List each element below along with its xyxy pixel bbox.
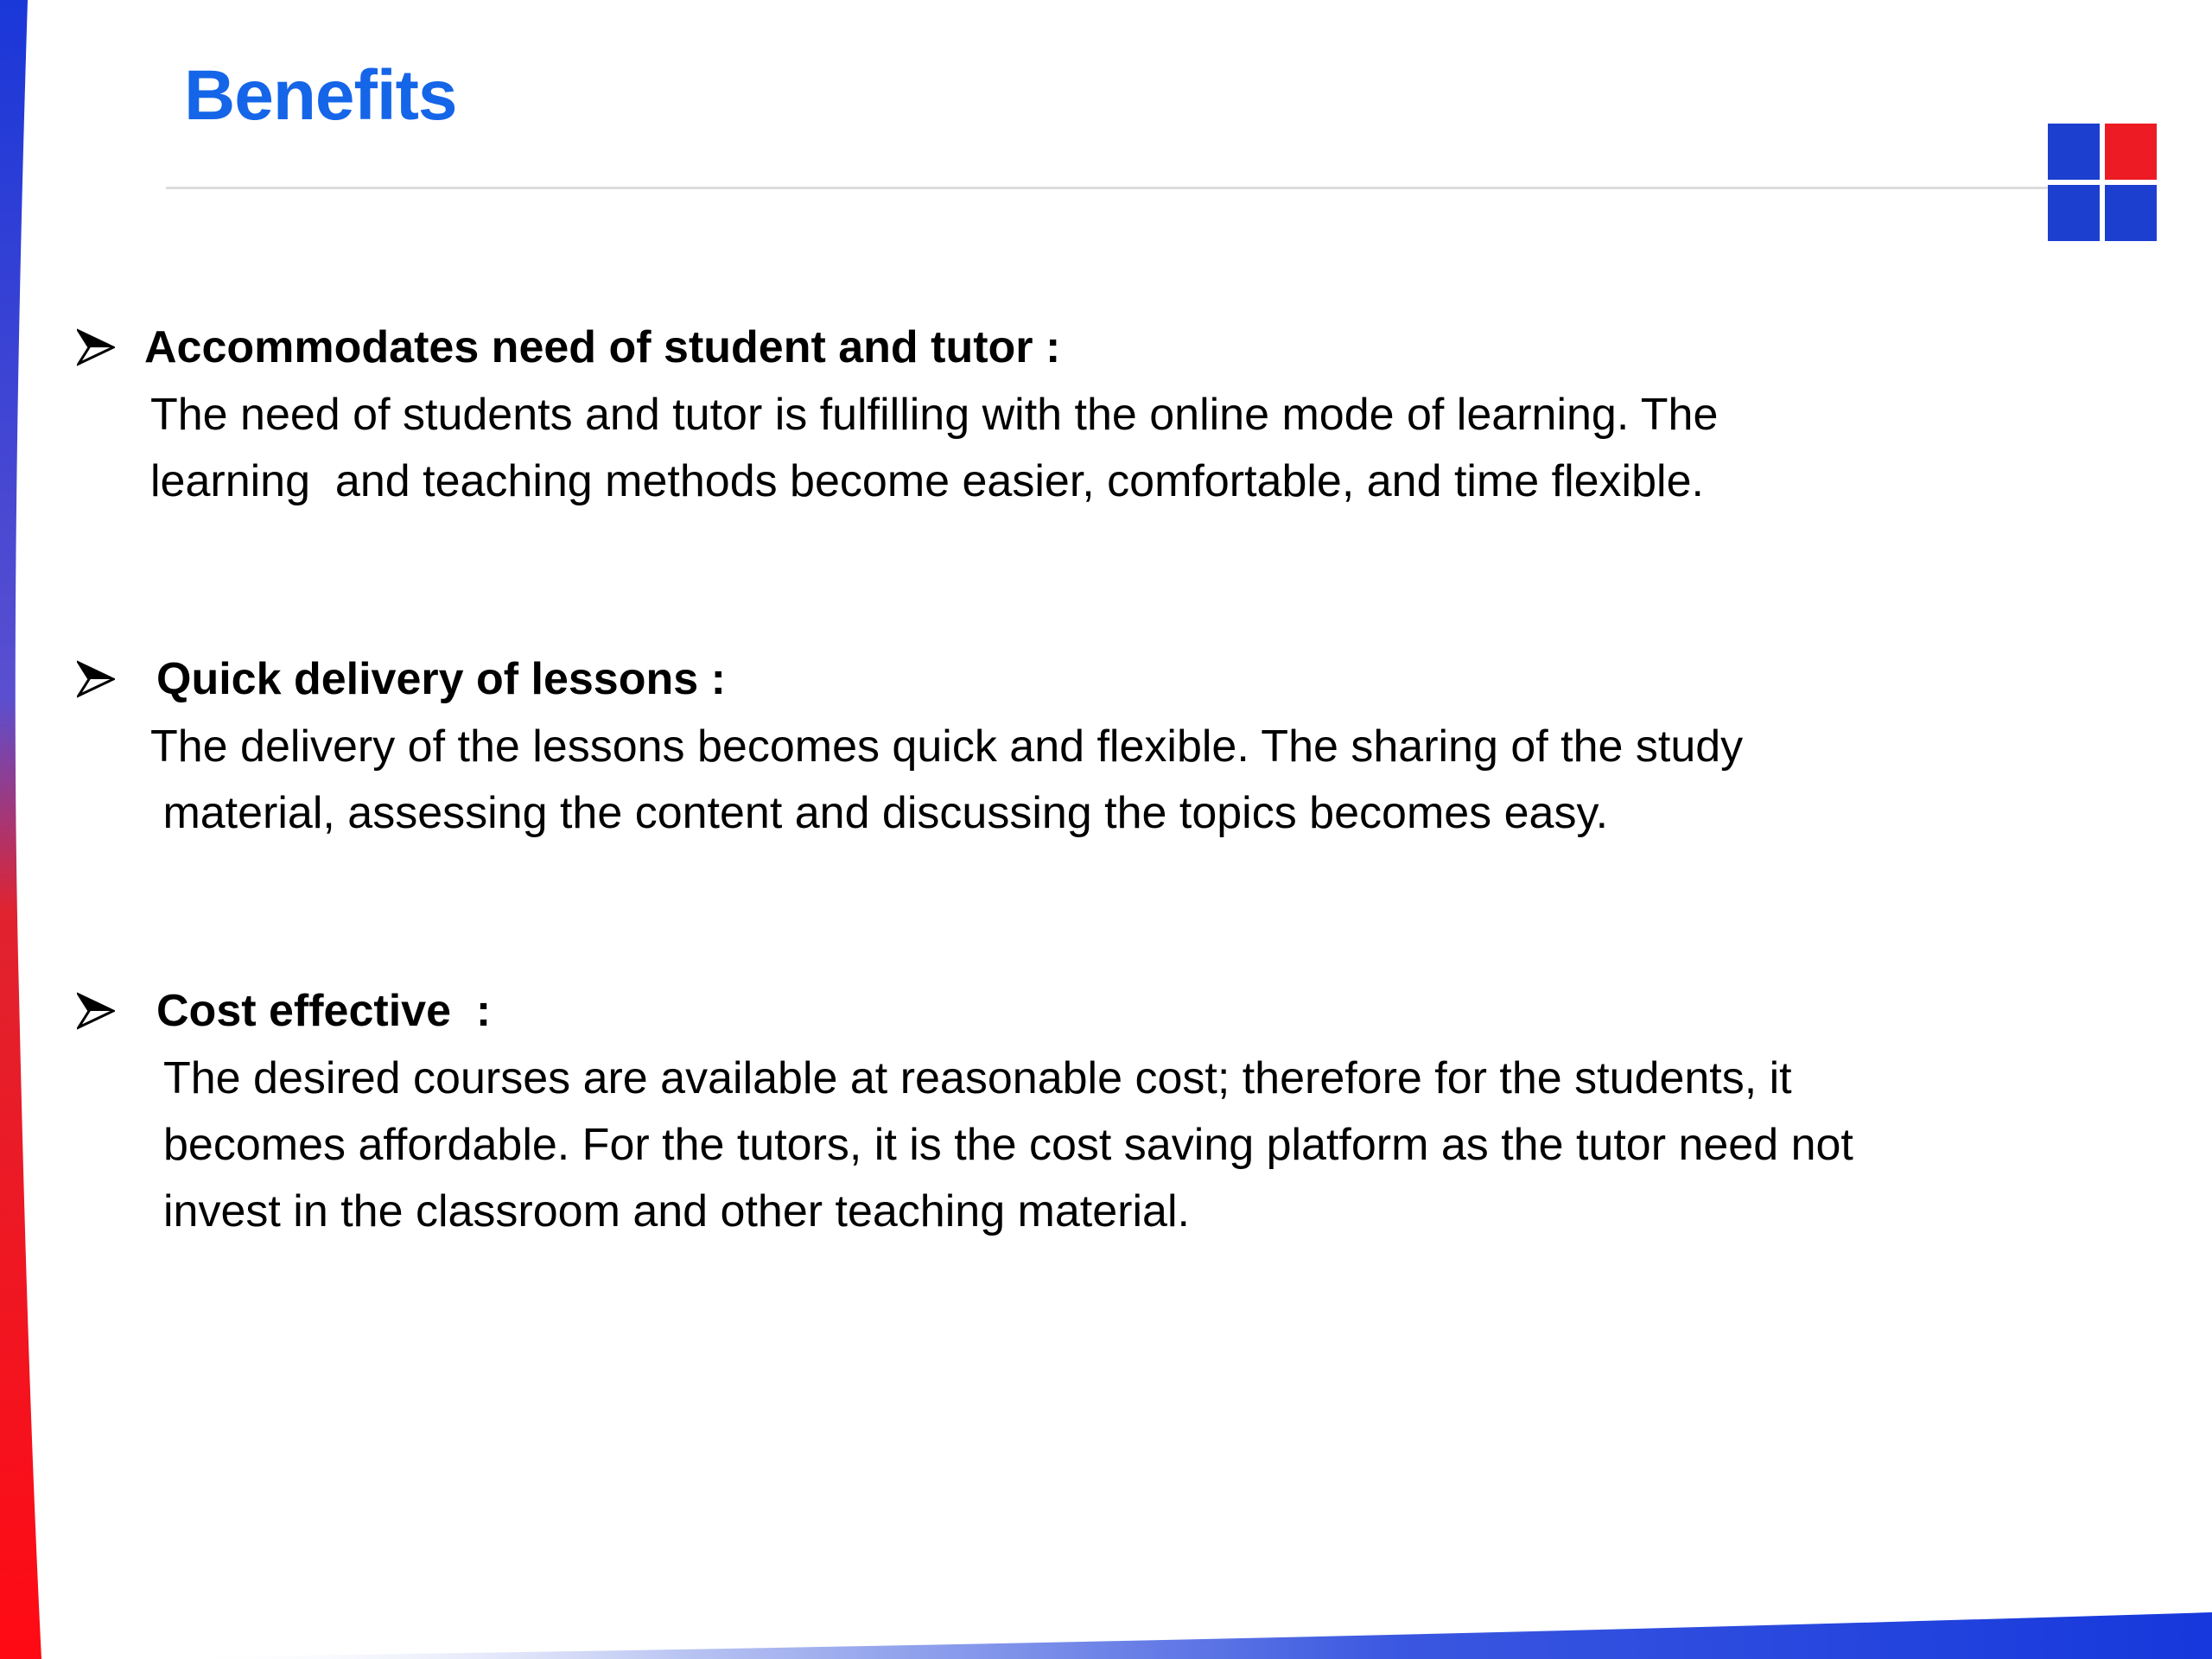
benefit-body-line: learning and teaching methods become easier, comfortable, and time flexible. — [150, 456, 1704, 506]
arrowhead-bullet-icon — [77, 328, 115, 366]
logo-square-top-right — [2105, 124, 2157, 180]
benefit-body-line: The desired courses are available at reasonable cost; therefore for the students, it — [163, 1053, 1792, 1103]
benefit-head-row — [73, 645, 2130, 714]
logo-square-top-left — [2048, 124, 2100, 180]
bottom-accent-wave — [0, 1590, 2212, 1659]
benefit-heading: Cost effective : — [156, 986, 492, 1036]
benefit-body-line: material, assessing the content and discussing the topics becomes easy. — [150, 788, 1609, 838]
benefit-body-line: The delivery of the lessons becomes quick and flexible. The sharing of the study — [150, 721, 1744, 772]
benefit-item — [73, 645, 2130, 847]
arrowhead-bullet-icon — [77, 660, 115, 698]
left-accent-stripe — [0, 0, 52, 1659]
arrowhead-bullet-icon — [77, 992, 115, 1030]
benefit-body-line: The need of students and tutor is fulfilling with the online mode of learning. The — [150, 390, 1719, 440]
title-divider — [166, 187, 2050, 189]
four-square-logo-icon — [2048, 124, 2158, 244]
logo-square-bottom-right — [2105, 185, 2157, 241]
benefit-body-line: becomes affordable. For the tutors, it is the cost saving platform as the tutor need not — [163, 1120, 1853, 1170]
benefit-item — [73, 313, 2130, 515]
slide-title: Benefits — [184, 56, 457, 135]
benefit-heading: Quick delivery of lessons : — [156, 654, 726, 704]
benefit-head-row — [73, 976, 2130, 1046]
benefit-heading: Accommodates need of student and tutor : — [144, 322, 1061, 372]
logo-square-bottom-left — [2048, 185, 2100, 241]
benefit-item — [73, 976, 2130, 1245]
benefit-body-line: invest in the classroom and other teaching material. — [163, 1186, 1190, 1236]
benefit-head-row — [73, 313, 2130, 382]
